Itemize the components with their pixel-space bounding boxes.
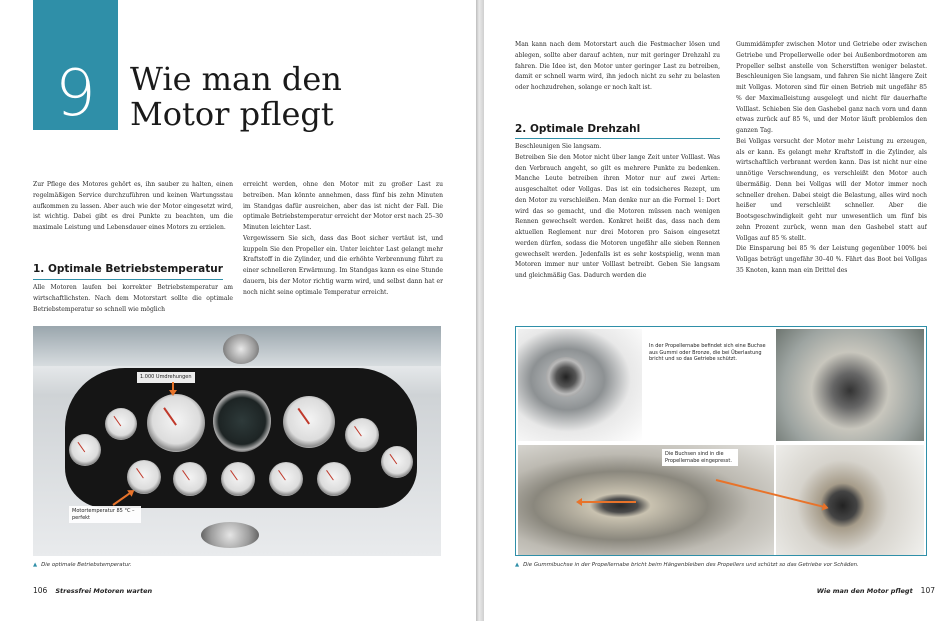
right-footer	[809, 586, 935, 595]
propeller-photo-grid	[515, 326, 927, 556]
heading-rule	[33, 279, 223, 280]
chapter-number: 9	[55, 57, 96, 131]
right-caption-text: Die Gummibuchse in der Propellernabe bricht beim Hängenbleiben des Propellers und schützt so das Getriebe vor Schäden.	[523, 562, 859, 568]
left-column-1-text: Alle Motoren laufen bei korrekter Betriebstemperatur am wirtschaftlichsten. Nach dem Motorstart sollte die optimale Betriebstemperatur so schnell wie möglich	[33, 284, 233, 313]
intro-paragraph: Zur Pflege des Motores gehört es, ihn sauber zu halten, einen regelmäßigen Service durchzuführen und keinen Wartungsstau aufkommen zu lassen. Aber auch wie der Motor eingesetzt wird, ist wichtig. Dabei gibt es drei Punkte zu beachten, um die maximale Leistung und Lebensdauer eines Motors zu erzielen.	[33, 181, 233, 231]
compass	[223, 334, 259, 364]
left-caption-text: Die optimale Betriebstemperatur.	[41, 562, 132, 568]
small-gauge-7	[269, 462, 303, 496]
display-screen	[213, 390, 271, 452]
right-page-number: 107	[920, 586, 935, 595]
bushing-press-callout: Die Buchsen sind in die Propellernabe eingepresst.	[662, 449, 738, 466]
right-column-2-text: Gummidämpfer zwischen Motor und Getriebe oder zwischen Getriebe und Propellerwelle oder bei Außenbordmotoren am Propeller selbst anstelle von Scherstiften weniger belastet. Beschleunigen Sie langsam, und fahren Sie nicht längere Zeit mit Vollgas. Motoren sind für einen Betrieb mit ungefähr 85 % der Maximalleistung ausgelegt und nicht für dauerhafte Volllast. Schieben Sie den Gashebel ganz nach vorn und dann etwas zurück auf 85 %, und der Motor läuft problemlos den ganzen Tag. Bei Vollgas versucht der Motor mehr Leistung zu erzeugen, als er kann. Es gelangt mehr Kraftstoff in die Zylinder, als wirtschaftlich verbrannt werden kann. Das ist nicht nur eine unnötige Verschwendung, es verschleißt den Motor auch übermäßig. Denn bei Vollgas will der Motor immer noch schneller drehen. Dabei steigt die Belastung, alles wird noch heißer und verschleißt schneller. Aber die Bootsgeschwindigkeit geht nur unwesentlich um fünf bis zehn Prozent zurück, wenn man den Gashebel statt auf Vollgas auf 85 % stellt. Die Einsparung bei 85 % der Leistung gegenüber 100% bei Vollgas beträgt ungefähr 30–40 %. Fährt das Boot bei Vollgas 35 Knoten, kann man ein Drittel des	[736, 41, 927, 274]
small-gauge-5	[173, 462, 207, 496]
chrome-button	[201, 522, 259, 548]
heading-optimal-temperature: 1. Optimale Betriebstemperatur	[33, 263, 223, 275]
chapter-number-block	[33, 0, 118, 130]
chapter-title: Wie man den Motor pflegt	[130, 60, 342, 133]
left-figure-caption: ▲ Die optimale Betriebstemperatur.	[33, 562, 132, 568]
left-running-head: Stressfrei Motoren warten	[55, 587, 153, 595]
right-page	[484, 0, 951, 621]
right-column-1-text: Beschleunigen Sie langsam. Betreiben Sie den Motor nicht über lange Zeit unter Volllast. Was den Verbrauch angeht, so gilt es mehrere Punkte zu bedenken. Manche Leute betreiben ihren Motor nur auf zwei Arten: ausgeschaltet oder Vollgas. Das ist ein todsicheres Rezept, um den Motor zu verschleißen. Man denke nur an die Formel 1: Dort wird das so gemacht, und die Motoren müssen nach wenigen Rennen gewechselt werden. Konkret heißt das, dass nach dem aktuellen Reglement nur drei Motoren pro Saison eingesetzt werden dürfen, sodass die Motoren ungefähr alle sieben Rennen gewechselt werden. Jedenfalls ist es sehr kostspielig, wenn man Motoren immer nur unter Volllast betreibt. Geben Sie langsam und gleichmäßig Gas. Dadurch werden die	[515, 143, 720, 279]
small-gauge-1	[105, 408, 137, 440]
small-gauge-4	[381, 446, 413, 478]
tachometer-gauge	[147, 394, 205, 452]
heading-rule-2	[515, 138, 720, 139]
small-gauge-6	[221, 462, 255, 496]
propeller-hub-1	[546, 357, 586, 397]
small-gauge-2	[69, 434, 101, 466]
bushing-arrow-left	[578, 501, 636, 503]
rpm-arrow	[172, 382, 174, 394]
right-figure-caption: ▲ Die Gummibuchse in der Propellernabe bricht beim Hängenbleiben des Propellers und schützt so das Getriebe vor Schäden.	[515, 562, 859, 568]
speedometer-gauge	[283, 396, 335, 448]
dashboard-photo	[33, 326, 441, 556]
left-footer	[33, 586, 160, 595]
rpm-callout: 1.000 Umdrehungen	[137, 372, 195, 383]
bushing-callout: In der Propellernabe befindet sich eine Buchse aus Gummi oder Bronze, die bei Überlastung bricht und so das Getriebe schützt.	[646, 341, 772, 365]
small-gauge-3	[345, 418, 379, 452]
left-page-number: 106	[33, 586, 48, 595]
temperature-callout: Motortemperatur 85 °C – perfekt	[69, 506, 141, 523]
book-gutter	[476, 0, 484, 621]
propeller-photo-2	[776, 329, 924, 441]
right-column-1-top-text: Man kann nach dem Motorstart auch die Festmacher lösen und ablegen, sollte aber darauf achten, nur mit geringer Drehzahl zu fahren. Die Idee ist, den Motor unter geringer Last zu betreiben, damit er schnell warm wird, ihn jedoch nicht zu sehr zu belasten oder hochzudrehen, solange er noch kalt ist.	[515, 41, 720, 91]
small-gauge-8	[317, 462, 351, 496]
heading-optimal-rpm: 2. Optimale Drehzahl	[515, 123, 641, 135]
right-running-head: Wie man den Motor pflegt	[816, 587, 913, 595]
left-column-2-text: erreicht werden, ohne den Motor mit zu großer Last zu betreiben. Man könnte annehmen, dass fünf bis zehn Minuten im Standgas dafür ausreichen, aber das ist nicht der Fall. Die optimale Betriebstemperatur erreicht der Motor erst nach 25–30 Minuten leichter Last. Vergewissern Sie sich, dass das Boot sicher vertäut ist, und kuppeln Sie den Propeller ein. Unter leichter Last gelangt mehr Kraftstoff in die Zylinder, und die erhöhte Verbrennung führt zu einer schnelleren Erwärmung. Im Standgas kann es eine Stunde dauern, bis der Motor richtig warm wird, und selbst dann hat er noch nicht seine optimale Temperatur erreicht.	[243, 181, 443, 296]
